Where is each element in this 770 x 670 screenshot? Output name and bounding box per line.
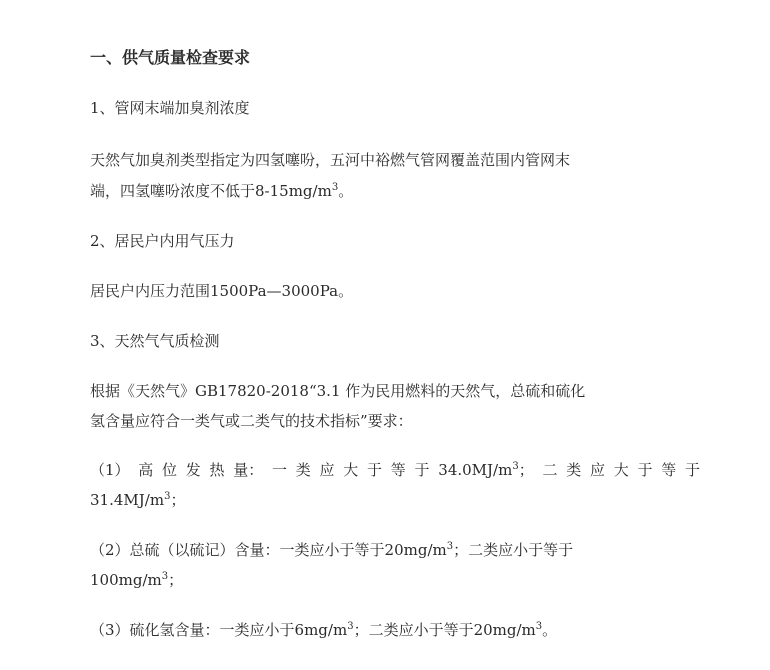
req1-token: 应 xyxy=(319,461,335,479)
req1-token: 量： xyxy=(233,461,264,479)
req1-token: 等 xyxy=(390,461,406,479)
req1-token2: 于 xyxy=(684,461,700,479)
req1-token: 大 xyxy=(343,461,359,479)
req2-line1-pre: （2）总硫（以硫记）含量：一类应小于等于20mg/m xyxy=(90,541,447,559)
req2-line2-end: ； xyxy=(168,571,184,589)
req1-value1: 34.0MJ/m xyxy=(438,461,513,479)
req2-line1-post: ；二类应小于等于 xyxy=(453,541,574,559)
req1-token: 于 xyxy=(414,461,430,479)
superscript: 3 xyxy=(331,182,339,193)
req1-line2-value: 31.4MJ/m xyxy=(90,491,165,509)
section-title: 一、供气质量检查要求 xyxy=(90,48,251,67)
item1-text-line2 xyxy=(90,181,700,201)
req2-line2 xyxy=(90,570,700,590)
item2-heading: 2、居民户内用气压力 xyxy=(90,232,235,250)
item1-text-line2-pre: 端，四氢噻吩浓度不低于8-15mg/m xyxy=(90,182,332,200)
item2-text: 居民户内压力范围1500Pa—3000Pa。 xyxy=(90,282,354,300)
req1-token2: 大 xyxy=(613,461,629,479)
req1-token: 于 xyxy=(367,461,383,479)
req1-token2: 于 xyxy=(637,461,653,479)
item1-text-line2-post: 。 xyxy=(338,182,354,200)
req1-token2: 类 xyxy=(566,461,582,479)
req1-value xyxy=(438,460,533,480)
req3-mid: ；二类应小于等于20mg/m xyxy=(353,621,536,639)
req1-token: 一 xyxy=(272,461,288,479)
req1-token: 高 xyxy=(138,461,154,479)
req3-pre: （3）硫化氢含量：一类应小于6mg/m xyxy=(90,621,348,639)
item3-intro-line2: 氢含量应符合一类气或二类气的技术指标”要求： xyxy=(90,412,413,430)
superscript: 3 xyxy=(446,541,454,552)
req1-token: （1） xyxy=(90,461,130,479)
req2-line1 xyxy=(90,540,700,560)
item1-text-line1: 天然气加臭剂类型指定为四氢噻吩，五河中裕燃气管网覆盖范围内管网末 xyxy=(90,151,571,169)
req1-token2: 等 xyxy=(661,461,677,479)
req3-line xyxy=(90,620,700,640)
item3-heading: 3、天然气气质检测 xyxy=(90,332,220,350)
req2-line2-value: 100mg/m xyxy=(90,571,162,589)
superscript: 3 xyxy=(347,621,354,632)
superscript: 3 xyxy=(512,461,519,472)
superscript: 3 xyxy=(535,621,543,632)
req1-token2: 二 xyxy=(542,461,558,479)
item3-intro-line1: 根据《天然气》GB17820-2018“3.1 作为民用燃料的天然气，总硫和硫化 xyxy=(90,382,586,400)
req1-line2-end: ； xyxy=(170,491,186,509)
req1-token: 热 xyxy=(209,461,225,479)
req1-token: 类 xyxy=(295,461,311,479)
superscript: 3 xyxy=(161,571,169,582)
req1-token: 位 xyxy=(162,461,178,479)
req3-end: 。 xyxy=(542,621,558,639)
req1-token2: 应 xyxy=(589,461,605,479)
req1-mid: ； xyxy=(518,461,534,479)
superscript: 3 xyxy=(164,491,171,502)
req1-line1 xyxy=(90,460,700,480)
req1-line2 xyxy=(90,490,700,510)
req1-token: 发 xyxy=(185,461,201,479)
item1-heading: 1、管网末端加臭剂浓度 xyxy=(90,99,250,117)
